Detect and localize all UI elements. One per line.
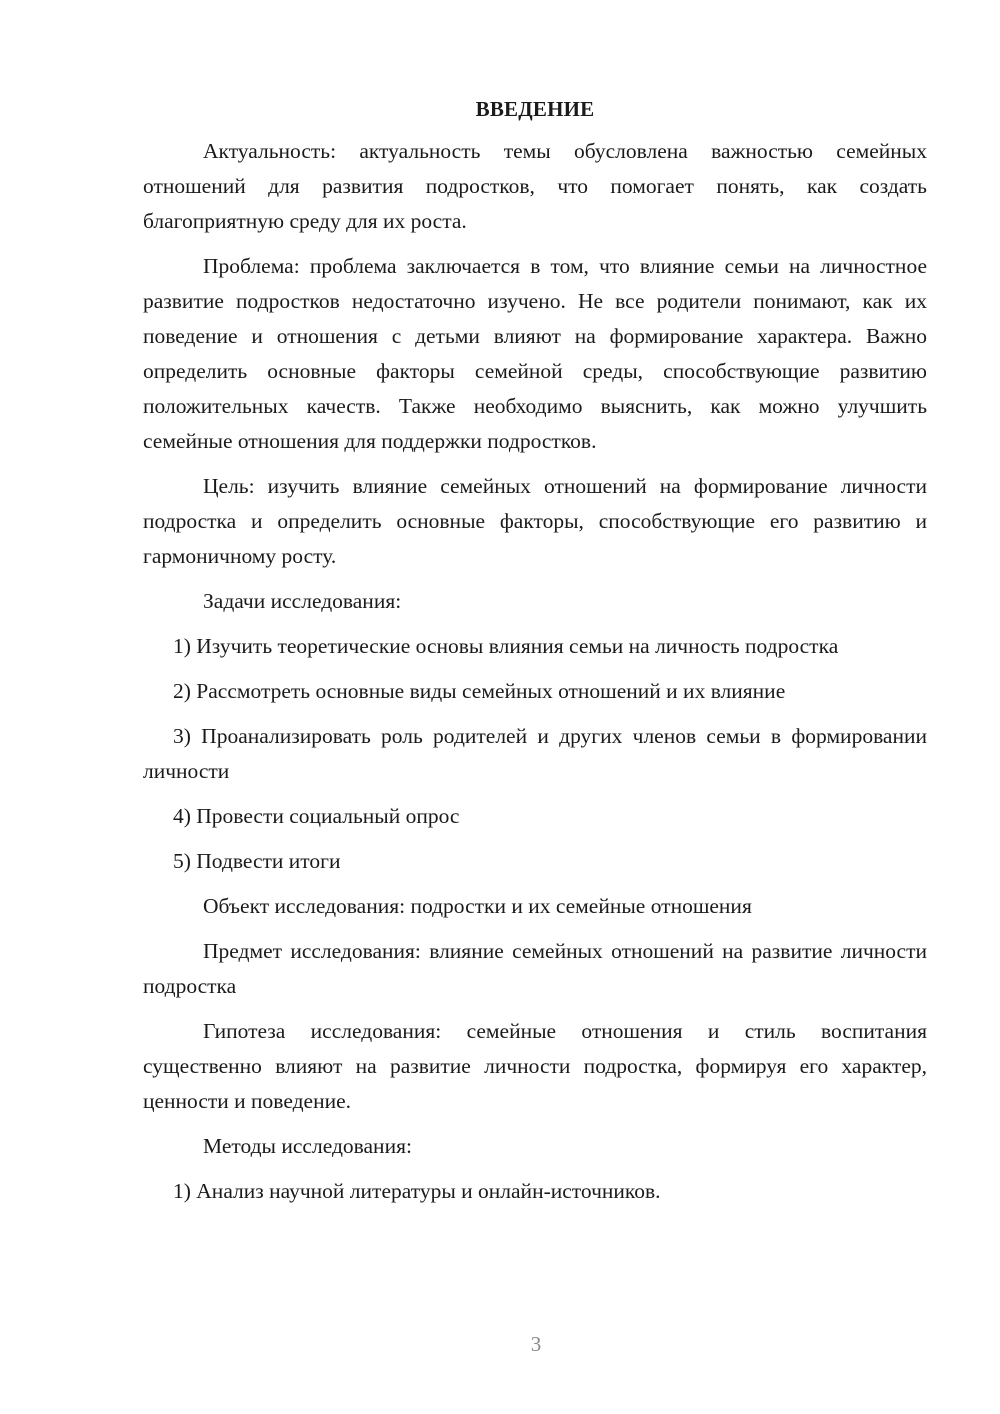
task-item: 4) Провести социальный опрос: [173, 804, 460, 828]
page-number: 3: [530, 1332, 542, 1356]
research-subject-paragraph: Предмет исследования: влияние семейных отношений на развитие личности подростка: [143, 939, 927, 998]
document-page: [143, 94, 927, 1219]
research-object-paragraph: Объект исследования: подростки и их семейные отношения: [203, 894, 752, 918]
hypothesis-paragraph: Гипотеза исследования: семейные отношения и стиль воспитания существенно влияют на развитие личности подростка, формируя его характер, ценности и поведение.: [143, 1019, 927, 1113]
methods-title: Методы исследования:: [203, 1134, 412, 1158]
method-item: 1) Анализ научной литературы и онлайн-источников.: [173, 1179, 661, 1203]
task-item: 3) Проанализировать роль родителей и других членов семьи в формировании личности: [143, 724, 927, 783]
problem-paragraph: Проблема: проблема заключается в том, что влияние семьи на личностное развитие подростков недостаточно изучено. Не все родители понимают, как их поведение и отношения с детьми влияют на формирование характера. Важно определить основные факторы семейной среды, способствующие развитию положительных качеств. Также необходимо выяснить, как можно улучшить семейные отношения для поддержки подростков.: [143, 254, 927, 453]
task-item: 5) Подвести итоги: [173, 849, 341, 873]
task-item: 2) Рассмотреть основные виды семейных отношений и их влияние: [173, 679, 786, 703]
tasks-title: Задачи исследования:: [203, 589, 402, 613]
task-item: 1) Изучить теоретические основы влияния семьи на личность подростка: [173, 634, 839, 658]
relevance-paragraph: Актуальность: актуальность темы обусловлена важностью семейных отношений для развития подростков, что помогает понять, как создать благоприятную среду для их роста.: [143, 139, 927, 233]
section-heading: ВВЕДЕНИЕ: [475, 97, 595, 121]
goal-paragraph: Цель: изучить влияние семейных отношений на формирование личности подростка и определить основные факторы, способствующие его развитию и гармоничному росту.: [143, 474, 927, 568]
